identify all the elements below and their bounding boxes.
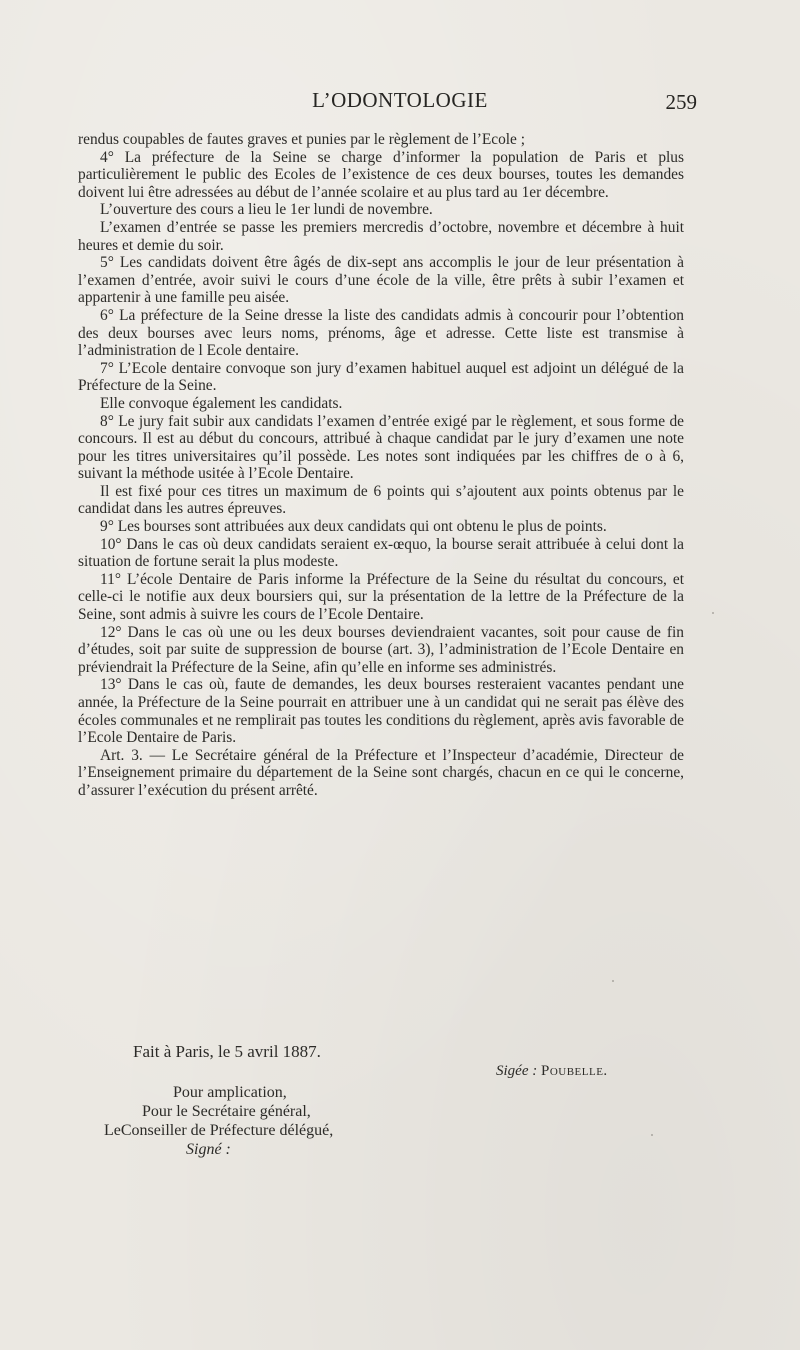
signed-line: Signé : xyxy=(186,1141,231,1158)
paragraph-item-7: 7° L’Ecole dentaire convoque son jury d’examen habituel auquel est adjoint un délégué de la Préfecture de la Seine. xyxy=(78,359,684,395)
paragraph-item-8: 8° Le jury fait subir aux candidats l’examen d’entrée exigé par le règlement, et sous forme de concours. Il est au début du concours, attribué à chaque candidat par le jury d’examen une note pour les titres universitaires qu’il possède. Les notes sont indiquées par les chiffres de o à 6, suivant la méthode usitée à l’Ecole Dentaire. xyxy=(78,412,684,483)
page-number: 259 xyxy=(665,90,697,114)
amplification-line: Pour amplication, xyxy=(173,1084,287,1101)
signed-label: Sigée : xyxy=(496,1063,538,1079)
paragraph-item-13: 13° Dans le cas où, faute de demandes, les deux bourses resteraient vacantes pendant une année, la Préfecture de la Seine pourrait en attribuer une à un candidat qui ne serait pas élève des écoles communales et ne remplirait pas toutes les conditions du règlement, après avis favorable de l’Ecole Dentaire de Paris. xyxy=(78,676,684,747)
paragraph-opening-of-courses: L’ouverture des cours a lieu le 1er lundi de novembre. xyxy=(100,201,433,219)
councillor-line: LeConseiller de Préfecture délégué, xyxy=(104,1122,334,1139)
paragraph-points-maximum: Il est fixé pour ces titres un maximum de 6 points qui s’ajoutent aux points obtenus par le candidat dans les autres épreuves. xyxy=(78,482,684,518)
date-line: Fait à Paris, le 5 avril 1887. xyxy=(133,1042,321,1061)
paragraph-continuation: rendus coupables de fautes graves et punies par le règlement de l’Ecole ; xyxy=(78,131,526,148)
paper-speck xyxy=(651,1134,653,1136)
signed-by-line xyxy=(496,1063,608,1080)
paragraph-item-11: 11° L’école Dentaire de Paris informe la Préfecture de la Seine du résultat du concours, et celle-ci le notifie aux deux boursiers qui, sur la présentation de la lettre de la Préfecture de la Seine, sont admis à suivre les cours de l’Ecole Dentaire. xyxy=(78,570,684,624)
paper-speck xyxy=(712,612,714,614)
paragraph-item-12: 12° Dans le cas où une ou les deux bourses deviendraient vacantes, soit pour cause de fin d’études, soit par suite de suppression de bourse (art. 3), l’administration de l’Ecole Dentaire en préviendrait la Préfecture de la Seine, afin qu’elle en informe ses administrés. xyxy=(78,623,684,676)
running-header xyxy=(0,88,800,118)
paragraph-article-3: Art. 3. — Le Secrétaire général de la Préfecture et l’Inspecteur d’académie, Directeur de l’Enseignement primaire du département de la Seine sont chargés, chacun en ce qui le concerne, d’assurer l’exécution du présent arrêté. xyxy=(78,746,684,799)
paragraph-candidates-convoked: Elle convoque également les candidats. xyxy=(100,394,343,412)
paragraph-item-10: 10° Dans le cas où deux candidats seraient ex-œquo, la bourse serait attribuée à celui dont la situation de fortune serait la plus modeste. xyxy=(78,535,684,571)
paper-speck xyxy=(612,980,614,982)
paragraph-item-6: 6° La préfecture de la Seine dresse la liste des candidats admis à concourir pour l’obtention des deux bourses avec leurs noms, prénoms, âge et adresse. Cette liste est transmise à l’administration de l Ecole dentaire. xyxy=(78,306,684,360)
journal-title: L’ODONTOLOGIE xyxy=(312,88,488,112)
article-body xyxy=(78,131,684,800)
paragraph-item-4: 4° La préfecture de la Seine se charge d’informer la population de Paris et plus particulièrement le public des Ecoles de l’existence de ces deux bourses, toutes les demandes doivent lui être adressées au début de l’année scolaire et au plus tard au 1er décembre. xyxy=(78,148,684,201)
secretary-line: Pour le Secrétaire général, xyxy=(142,1103,311,1120)
signatory-name: Poubelle. xyxy=(540,1063,608,1079)
paragraph-item-5: 5° Les candidats doivent être âgés de dix-sept ans accomplis le jour de leur présentation à l’examen d’entrée, avoir suivi le cours d’une école de la ville, être prêts à subir l’examen et appartenir à une famille peu aisée. xyxy=(78,254,684,307)
paragraph-entrance-exam: L’examen d’entrée se passe les premiers mercredis d’octobre, novembre et décembre à huit heures et demie du soir. xyxy=(78,218,684,254)
paragraph-item-9: 9° Les bourses sont attribuées aux deux candidats qui ont obtenu le plus de points. xyxy=(100,518,607,536)
